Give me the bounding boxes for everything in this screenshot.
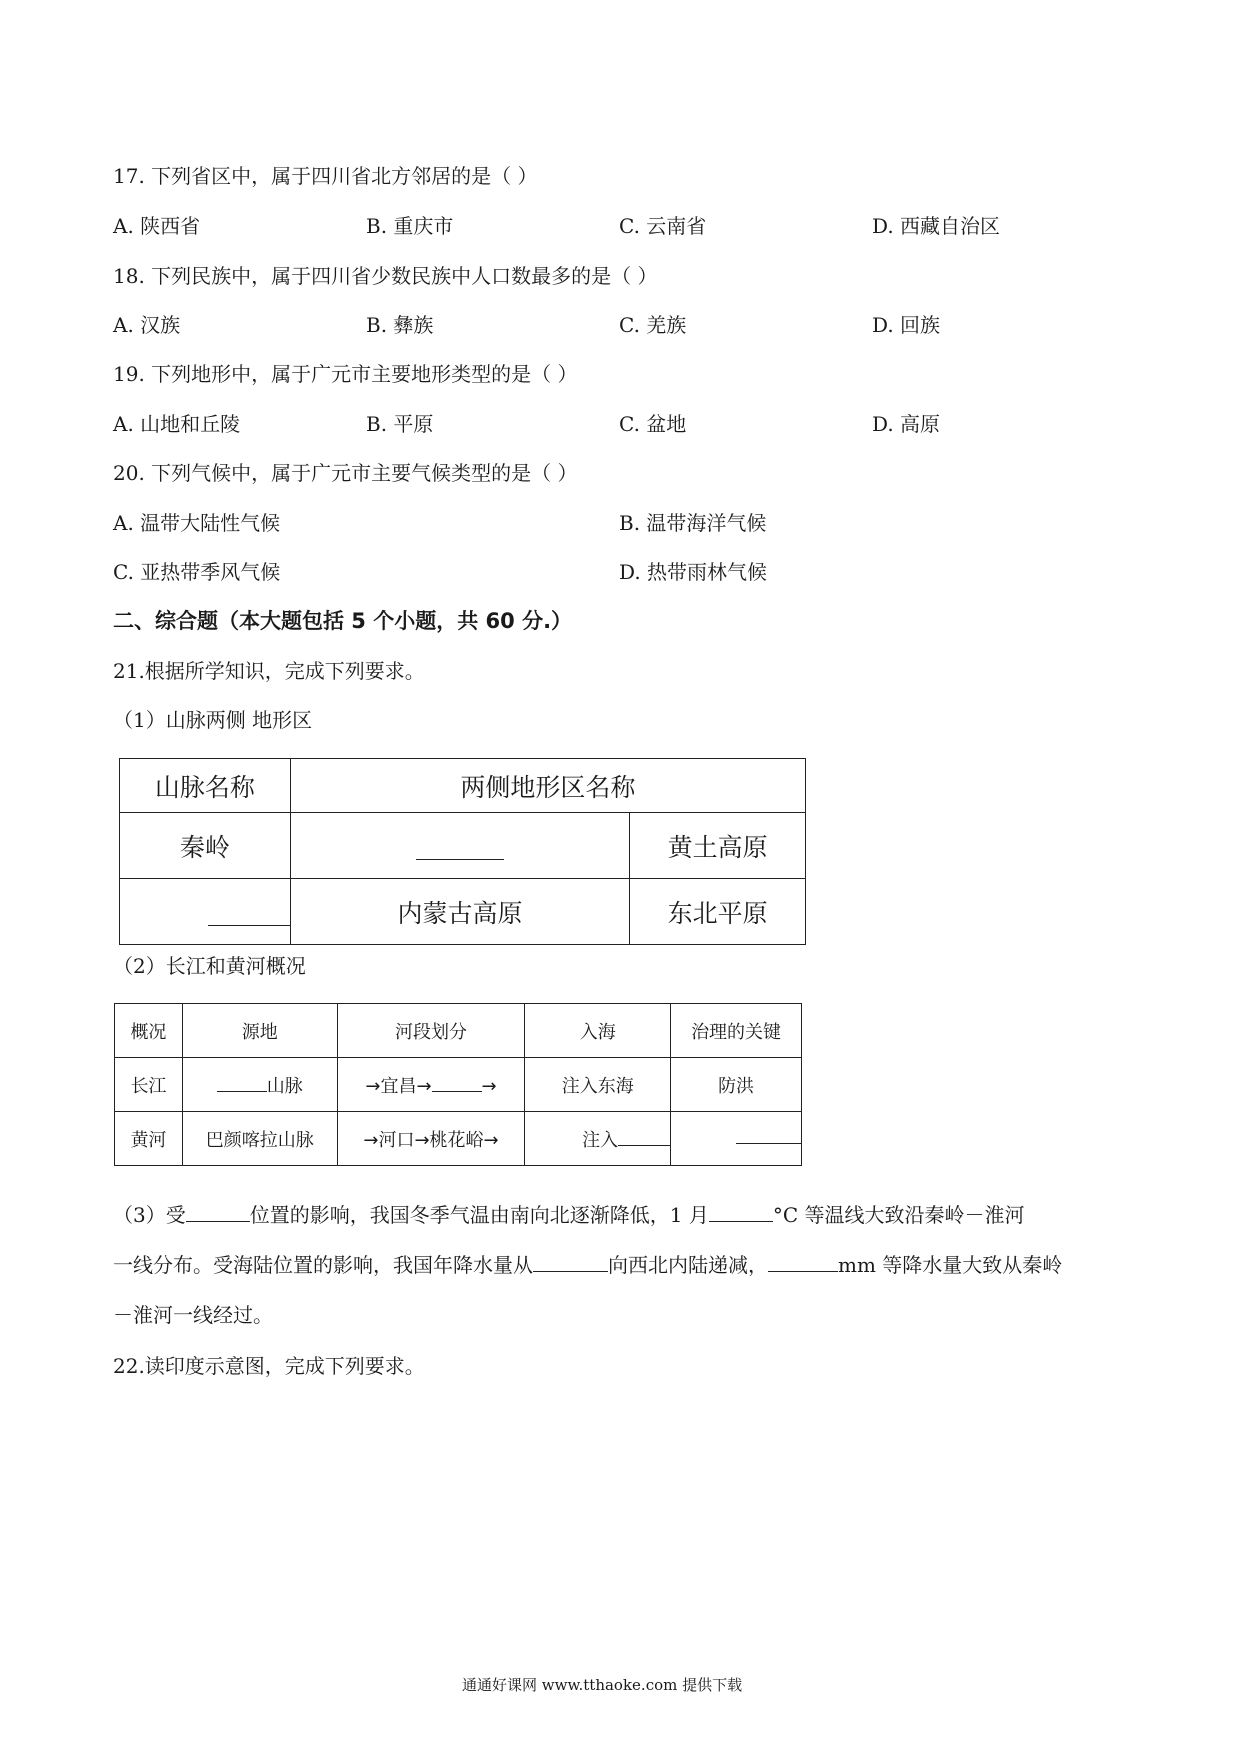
question-19-stem: 19. 下列地形中，属于广元市主要地形类型的是（ ） [113,362,578,386]
q19-option-a: A. 山地和丘陵 [113,412,241,436]
table-cell: 黄河 [115,1112,183,1166]
q20-option-c: C. 亚热带季风气候 [113,560,281,584]
table-cell: 注入东海 [525,1058,671,1112]
answer-blank[interactable] [768,1270,838,1272]
answer-blank[interactable] [186,1220,250,1222]
question-18-stem: 18. 下列民族中，属于四川省少数民族中人口数最多的是（ ） [113,264,658,288]
table-row [115,1058,802,1112]
text-span: 位置的影响，我国冬季气温由南向北逐渐降低，1 月 [249,1203,709,1227]
table-header-cell: 山脉名称 [120,759,291,813]
table-row [120,759,806,813]
table-cell: 秦岭 [120,813,291,879]
question-17-stem: 17. 下列省区中，属于四川省北方邻居的是（ ） [113,164,538,188]
source-suffix: 山脉 [266,1075,303,1097]
q18-option-a: A. 汉族 [113,313,181,337]
q21-part2-label: （2）长江和黄河概况 [113,954,306,978]
q20-option-b: B. 温带海洋气候 [619,511,767,535]
mountain-terrain-table [119,758,806,945]
text-span: 向西北内陆递减， [608,1253,768,1277]
table-cell: 黄土高原 [630,813,806,879]
q19-option-c: C. 盆地 [619,412,687,436]
table-header-cell: 治理的关键 [671,1004,802,1058]
q21-part1-label: （1）山脉两侧 地形区 [113,708,313,732]
answer-blank-cell[interactable] [290,813,629,879]
text-span: （3）受 [113,1203,186,1227]
table-row [115,1112,802,1166]
table-row [115,1004,802,1058]
table-cell [525,1112,671,1166]
table-row [120,813,806,879]
table-header-cell: 概况 [115,1004,183,1058]
q21-part3-line3: －淮河一线经过。 [113,1303,273,1327]
rivers-overview-table [114,1003,802,1166]
text-span: 一线分布。受海陆位置的影响，我国年降水量从 [113,1253,533,1277]
section-heading: 二、综合题（本大题包括 5 个小题，共 60 分.） [113,609,573,633]
answer-blank-cell[interactable] [120,879,291,945]
q19-option-d: D. 高原 [872,412,941,436]
text-span: °C 等温线大致沿秦岭－淮河 [772,1203,1025,1227]
q19-option-b: B. 平原 [366,412,434,436]
page-footer: 通通好课网 www.tthaoke.com 提供下载 [462,1676,743,1694]
q17-option-c: C. 云南省 [619,214,707,238]
question-21-stem: 21.根据所学知识，完成下列要求。 [113,659,425,683]
q17-option-a: A. 陕西省 [113,214,201,238]
answer-blank[interactable] [416,858,504,860]
table-header-cell: 入海 [525,1004,671,1058]
table-header-cell: 源地 [182,1004,337,1058]
q21-part3-line2 [113,1249,1062,1278]
q20-option-a: A. 温带大陆性气候 [113,511,281,535]
table-cell: 防洪 [671,1058,802,1112]
text-span: mm 等降水量大致从秦岭 [838,1253,1063,1277]
q18-option-d: D. 回族 [872,313,941,337]
table-header-cell: 河段划分 [337,1004,525,1058]
q17-option-b: B. 重庆市 [366,214,454,238]
answer-blank[interactable] [736,1142,801,1144]
table-cell [337,1058,525,1112]
table-cell: 巴颜喀拉山脉 [182,1112,337,1166]
question-20-stem: 20. 下列气候中，属于广元市主要气候类型的是（ ） [113,461,578,485]
table-cell: →河口→桃花峪→ [337,1112,525,1166]
answer-blank[interactable] [533,1270,608,1272]
table-cell [182,1058,337,1112]
q18-option-b: B. 彝族 [366,313,434,337]
table-cell: 东北平原 [630,879,806,945]
segment-arrow: → [481,1075,497,1097]
table-row [120,879,806,945]
question-22-stem: 22.读印度示意图，完成下列要求。 [113,1354,425,1378]
answer-blank[interactable] [709,1220,773,1222]
table-cell: 长江 [115,1058,183,1112]
q17-option-d: D. 西藏自治区 [872,214,1001,238]
answer-blank[interactable] [208,924,290,926]
q21-part3-line1 [113,1199,1025,1228]
answer-blank[interactable] [217,1090,267,1092]
q20-option-d: D. 热带雨林气候 [619,560,768,584]
segment-text: →宜昌→ [365,1075,432,1097]
answer-blank-cell[interactable] [671,1112,802,1166]
sea-prefix: 注入 [582,1129,619,1151]
q18-option-c: C. 羌族 [619,313,687,337]
table-cell: 内蒙古高原 [290,879,629,945]
answer-blank[interactable] [618,1144,670,1146]
table-header-cell: 两侧地形区名称 [290,759,805,813]
answer-blank[interactable] [432,1090,482,1092]
